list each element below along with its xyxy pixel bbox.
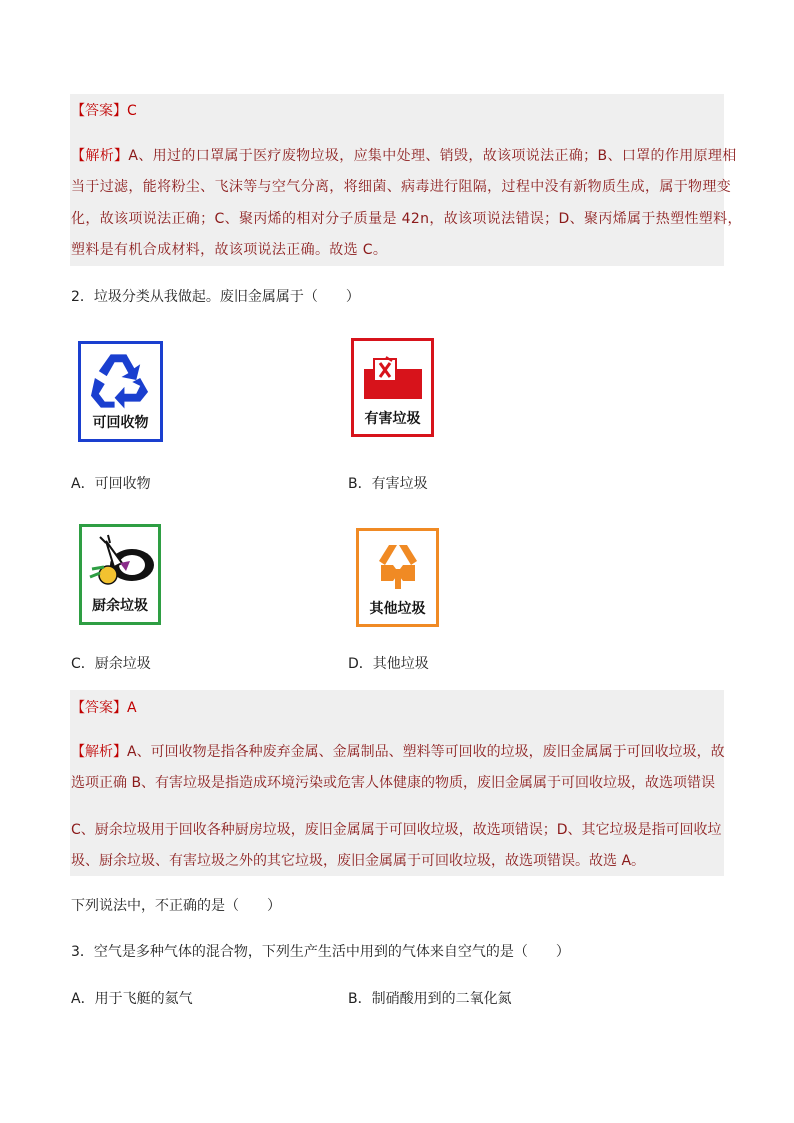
answer-tag: 【答案】 — [71, 103, 127, 119]
food-waste-icon — [86, 533, 156, 595]
explanation-tag: 【解析】 — [71, 744, 127, 760]
food-waste-sign-label: 厨余垃圾 — [92, 598, 148, 614]
explanation-line: 圾、厨余垃圾、有害垃圾之外的其它垃圾，废旧金属属于可回收垃圾，故选项错误。故选 A。 — [71, 853, 646, 869]
answer-line-2 — [71, 698, 137, 718]
recycle-bin-sign — [78, 341, 163, 442]
other-waste-bin-sign — [356, 528, 439, 627]
recycle-sign-label: 可回收物 — [92, 415, 149, 431]
food-waste-bin-sign — [79, 524, 161, 625]
other-waste-icon — [375, 543, 421, 593]
option-d: D．其他垃圾 — [348, 656, 429, 672]
hazardous-bin-sign — [351, 338, 434, 437]
explanation-line: 选项正确 B、有害垃圾是指造成环境污染或危害人体健康的物质，废旧金属属于可回收垃圾，故选项错误 — [71, 775, 716, 791]
option-b: B．制硝酸用到的二氧化氮 — [348, 991, 512, 1007]
question-2-text: 2．垃圾分类从我做起。废旧金属属于（ ） — [71, 289, 360, 305]
explanation-line: 【解析】A、用过的口罩属于医疗废物垃圾，应集中处理、销毁，故该项说法正确；B、口罩的作用原理相 — [71, 148, 737, 164]
option-b: B．有害垃圾 — [348, 476, 428, 492]
answer-tag: 【答案】 — [71, 700, 127, 716]
stray-question-line: 下列说法中，不正确的是（ ） — [71, 898, 281, 914]
other-waste-sign-label: 其他垃圾 — [369, 601, 426, 617]
explanation-line: 塑料是有机合成材料，故该项说法正确。故选 C。 — [71, 242, 388, 258]
option-a: A．用于飞艇的氦气 — [71, 991, 193, 1007]
explanation-line: 化，故该项说法正确；C、聚丙烯的相对分子质量是 42n，故该项说法错误；D、聚丙烯属于热塑性塑料， — [71, 211, 742, 227]
answer-value: A — [127, 700, 137, 716]
explanation-line: 【解析】A、可回收物是指各种废弃金属、金属制品、塑料等可回收的垃圾，废旧金属属于可回收垃圾，故 — [71, 744, 725, 760]
hazardous-sign-label: 有害垃圾 — [364, 411, 421, 427]
option-c: C．厨余垃圾 — [71, 656, 151, 672]
question-3-text: 3．空气是多种气体的混合物，下列生产生活中用到的气体来自空气的是（ ） — [71, 944, 570, 960]
explanation-line: C、厨余垃圾用于回收各种厨房垃圾，废旧金属属于可回收垃圾，故选项错误；D、其它垃圾是指可回收垃 — [71, 822, 722, 838]
answer-value: C — [127, 103, 137, 119]
explanation-line: 当于过滤，能将粉尘、飞沫等与空气分离，将细菌、病毒进行阻隔，过程中没有新物质生成，属于物理变 — [71, 179, 732, 195]
recycle-icon — [89, 350, 152, 414]
explanation-tag: 【解析】 — [71, 148, 129, 164]
answer-line-1 — [71, 101, 137, 121]
hazardous-icon — [364, 355, 422, 403]
option-a: A．可回收物 — [71, 476, 151, 492]
